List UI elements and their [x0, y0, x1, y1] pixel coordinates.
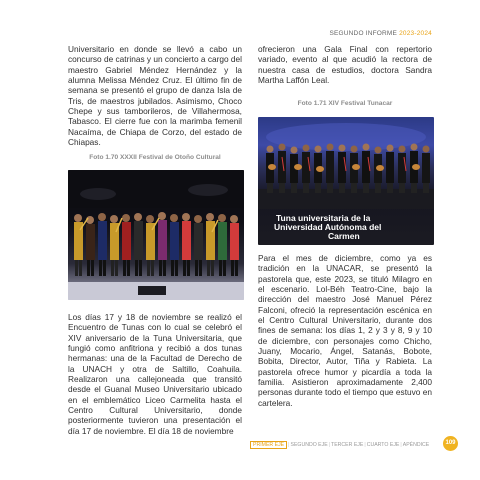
tuna-stage-illustration [258, 117, 434, 245]
photo-festival-otono [68, 170, 244, 300]
left-caption-wrap [68, 154, 242, 161]
footer-tab-primer-eje[interactable]: PRIMER EJE [250, 441, 287, 449]
photo-caption-1-71: Foto 1.71 XIV Festival Tunacar [297, 100, 393, 107]
photo-festival-tunacar [258, 117, 434, 245]
left-paragraph-1: Universitario en donde se llevó a cabo un concurso de catrinas y un concierto a cargo del maestro Gabriel Méndez Hernández y la alumna Melissa Méndez Cruz. El último fin de semana se presentó el grupo de danza Isla de Tris, de maestros jubilados. Asimismo, Choco Chepe y sus tamborileros, de Villahermosa, Tabasco. El cierre fue con la marimba femenil Nacaíma, de Chiapa de Corzo, del estado de Chiapas. [68, 44, 242, 148]
right-caption-wrap [258, 100, 432, 107]
photo-banner [274, 213, 381, 241]
right-column-bottom [258, 253, 432, 408]
banner-line-1: Tuna universitaria de la [276, 213, 371, 223]
photo-caption-1-70: Foto 1.70 XXXII Festival de Otoño Cultural [89, 154, 221, 161]
footer-tab-cuarto-eje[interactable]: CUARTO EJE [366, 442, 400, 448]
right-paragraph-1: ofrecieron una Gala Final con repertorio variado, evento al que acudió la rectora de nuestra casa de estudios, doctora Sandra Martha Laffón Leal. [258, 44, 432, 86]
left-column-bottom [68, 312, 242, 436]
banner-line-2: Universidad Autónoma del [274, 222, 382, 232]
running-header [329, 30, 432, 37]
right-column-top [258, 44, 432, 85]
footer-tab-segundo-eje[interactable]: SEGUNDO EJE [290, 442, 328, 448]
header-title: SEGUNDO INFORME [329, 30, 398, 37]
banner-line-3: Carmen [328, 231, 360, 241]
footer-tab-tercer-eje[interactable]: TERCER EJE [331, 442, 364, 448]
header-year: 2023-2024 [399, 30, 432, 37]
footer-tab-apendice[interactable]: APÉNDICE [402, 442, 430, 448]
left-column-top [68, 44, 242, 147]
footer-nav: PRIMER EJE |SEGUNDO EJE|TERCER EJE|CUARTO EJE|APÉNDICE [250, 442, 429, 448]
stage-group-illustration [68, 170, 244, 300]
right-paragraph-2: Para el mes de diciembre, como ya es tradición en la UNACAR, se presentó la pastorela que, este 2023, se tituló Milagro en el escenario. Lol-Béh Teatro-Cine, bajo la dirección del maestro José Manuel Pérez Falconi, ofreció la representación escénica en el Centro Cultural Universitario, durante dos fines de semana: los días 1, 2 y 3 y 8, 9 y 10 de diciembre, con personajes como Chicho, Juany, Mocario, Ángel, Satanás, Bobote, Bobita, Director, Autor, Tiña y Rabieta. La pastorela ofrece humor y picardía a toda la familia. Asistieron aproximadamente 2,400 personas durante todo el tiempo que estuvo en cartelera. [258, 253, 432, 408]
left-paragraph-2: Los días 17 y 18 de noviembre se realizó el Encuentro de Tunas con lo cual se celebró el XIV aniversario de la Tuna Universitaria, que fungió como anfitriona y recibió a dos tunas hermanas: una de la Facultad de Derecho de la UNACH y otra de Saltillo, Coahuila. Realizaron una callejoneada que transitó desde el Guanal Museo Universitario ubicado en el emblemático Liceo Carmelita hasta el Centro Cultural Universitario, donde posteriormente tuvieron una presentación el día 17 de noviembre. El día 18 de noviembre [68, 312, 242, 436]
page-number-badge: 109 [443, 436, 458, 451]
